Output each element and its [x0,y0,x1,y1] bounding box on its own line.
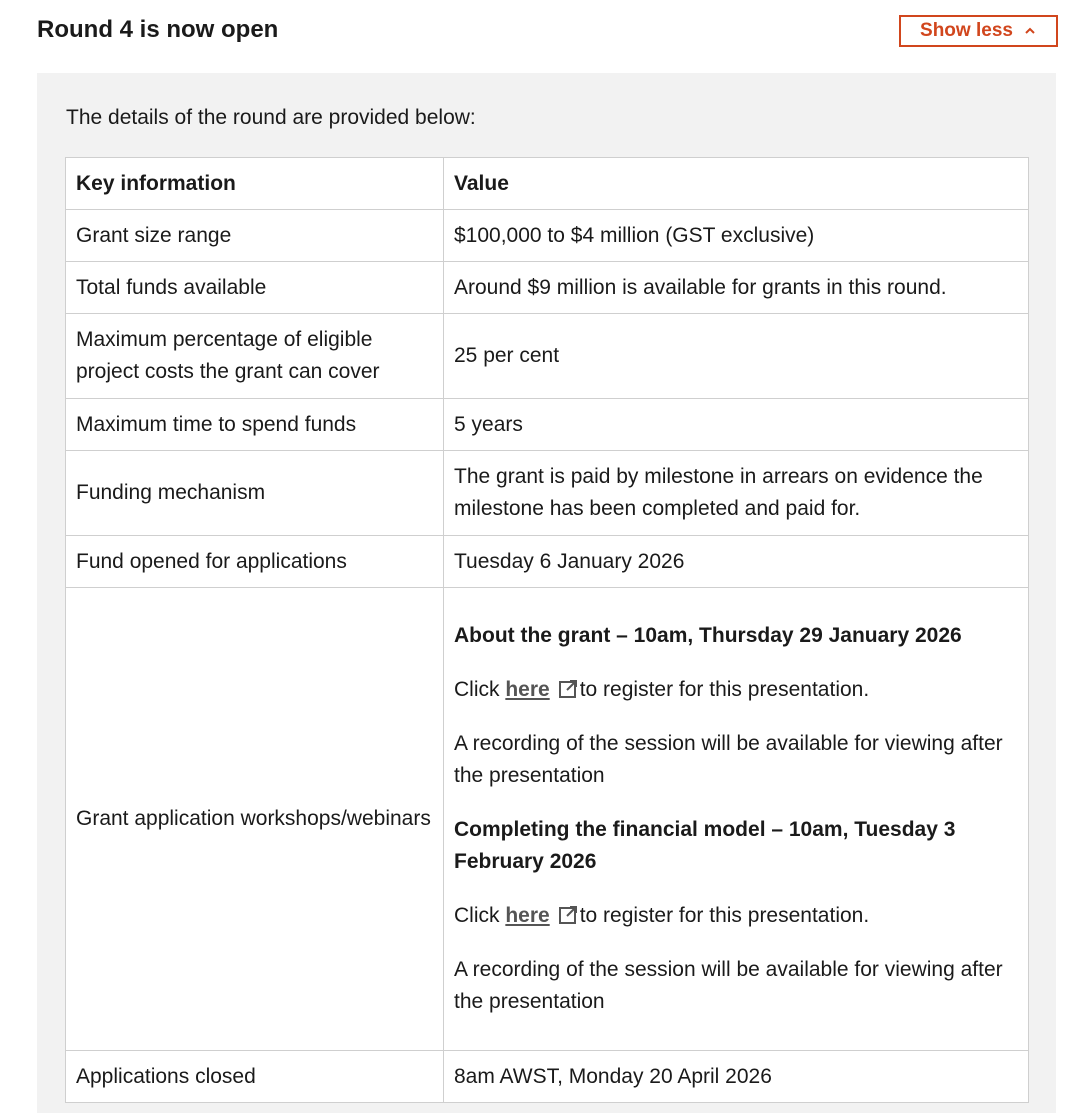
section-title: Round 4 is now open [37,16,279,43]
workshops-cell [444,588,1029,1051]
recording-note: A recording of the session will be available for viewing after the presentation [454,958,1003,1013]
row-value: 25 per cent [444,314,1029,399]
table-row [66,314,1029,399]
register-link[interactable]: here [505,678,550,701]
row-value: The grant is paid by milestone in arrears on evidence the milestone has been completed and paid for. [444,451,1029,536]
chevron-up-icon [1023,24,1037,38]
show-less-button[interactable] [899,15,1058,47]
show-less-label: Show less [920,20,1013,41]
row-key: Funding mechanism [66,451,444,536]
row-key: Applications closed [66,1051,444,1103]
column-header-key: Key information [66,158,444,210]
register-link[interactable]: here [505,904,550,927]
recording-note: A recording of the session will be available for viewing after the presentation [454,732,1003,787]
workshop-title: Completing the financial model – 10am, Tuesday 3 February 2026 [454,818,956,873]
table-row [66,536,1029,588]
click-suffix: to register for this presentation. [579,678,870,701]
row-value: $100,000 to $4 million (GST exclusive) [444,210,1029,262]
register-line [454,900,1018,932]
table-row [66,1051,1029,1103]
section-header [0,0,1080,62]
table-row [66,262,1029,314]
row-value: 8am AWST, Monday 20 April 2026 [444,1051,1029,1103]
row-value: 5 years [444,399,1029,451]
click-prefix: Click [454,904,500,927]
click-prefix: Click [454,678,500,701]
table-header-row [66,158,1029,210]
row-value: Around $9 million is available for grants in this round. [444,262,1029,314]
table-row-workshops [66,588,1029,1051]
row-key: Maximum percentage of eligible project costs the grant can cover [66,314,444,399]
table-row [66,210,1029,262]
row-key: Fund opened for applications [66,536,444,588]
row-key: Grant application workshops/webinars [66,588,444,1051]
column-header-value: Value [444,158,1029,210]
row-key: Total funds available [66,262,444,314]
click-suffix: to register for this presentation. [579,904,870,927]
external-link-icon [558,679,578,699]
table-row [66,451,1029,536]
table-row [66,399,1029,451]
register-line [454,674,1018,706]
workshop-title: About the grant – 10am, Thursday 29 January 2026 [454,624,962,647]
external-link-icon [558,905,578,925]
row-value: Tuesday 6 January 2026 [444,536,1029,588]
row-key: Grant size range [66,210,444,262]
key-information-table [65,157,1029,1103]
intro-text: The details of the round are provided below: [66,106,476,129]
round-details-panel [37,73,1056,1113]
row-key: Maximum time to spend funds [66,399,444,451]
